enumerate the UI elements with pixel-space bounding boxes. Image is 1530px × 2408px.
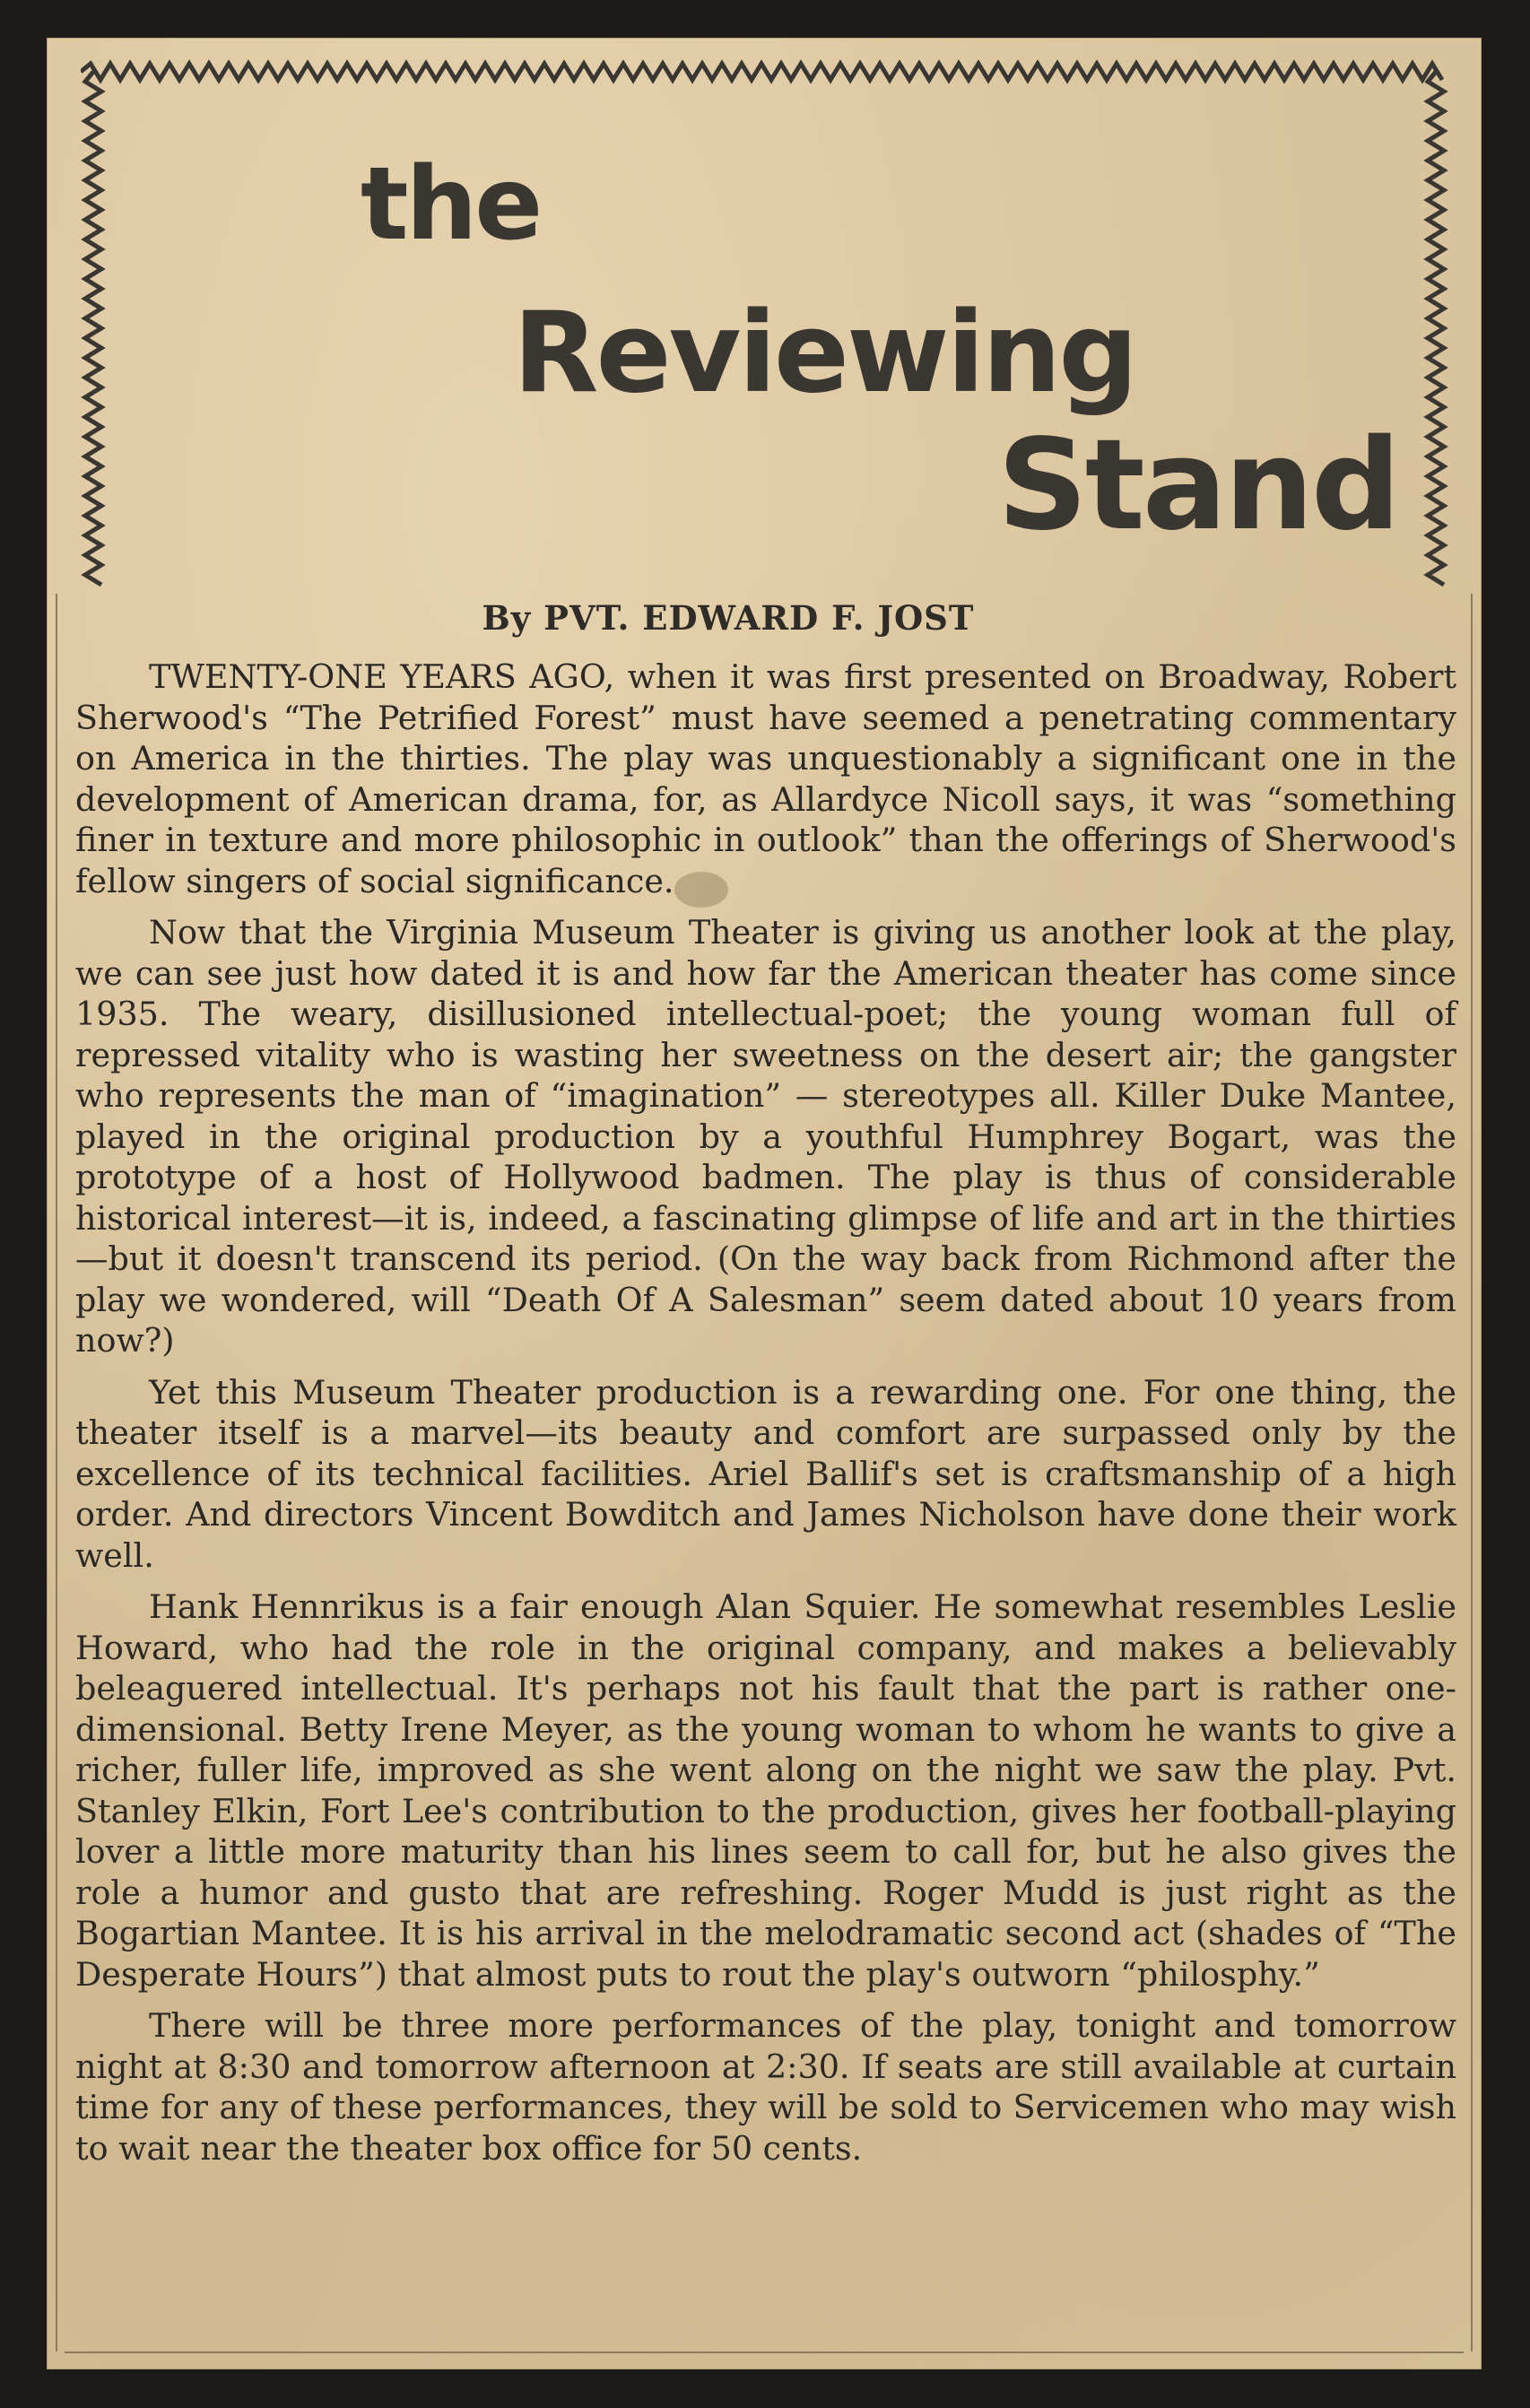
ink-smudge xyxy=(674,872,728,908)
byline: By PVT. EDWARD F. JOST xyxy=(482,598,975,638)
article-paragraph-1: TWENTY-ONE YEARS AGO, when it was first presented on Broadway, Robert Sherwood's “The Petrified Forest” must have seemed a penetrating commentary on America in the thirties. The play was unquestionably a significant one in the development of American drama, for, as Allardyce Nicoll says, it was “something finer in texture and more philosophic in outlook” than the offerings of Sherwood's fellow singers of social significance. xyxy=(75,657,1456,900)
article-paragraph-3: Yet this Museum Theater production is a rewarding one. For one thing, the theater itself is a marvel—its beauty and comfort are surpassed only by the excellence of its technical facilities. Ariel Ballif's set is craftsmanship of a high order. And directors Vincent Bowditch and James Nicholson have done their work well. xyxy=(75,1372,1456,1575)
column-rule-right xyxy=(1471,594,1473,2351)
title-the: the xyxy=(361,146,541,263)
title-stand: Stand xyxy=(997,413,1399,559)
column-rule-left xyxy=(56,594,57,2351)
article-body xyxy=(75,656,1456,2179)
title-reviewing: Reviewing xyxy=(513,289,1136,418)
newspaper-clipping xyxy=(47,38,1482,2369)
article-paragraph-5: There will be three more performances of the play, tonight and tomorrow night at 8:30 and tomorrow afternoon at 2:30. If seats are still available at curtain time for any of these performances, they will be sold to Servicemen who may wish to wait near the theater box office for 50 cents. xyxy=(75,2006,1456,2168)
article-paragraph-4: Hank Hennrikus is a fair enough Alan Squier. He somewhat resembles Leslie Howard, who had the role in the original company, and makes a believably beleaguered intellectual. It's perhaps not his fault that the part is rather one-dimensional. Betty Irene Meyer, as the young woman to whom he wants to give a richer, fuller life, improved as she went along on the night we saw the play. Pvt. Stanley Elkin, Fort Lee's contribution to the production, gives her football-playing lover a little more maturity than his lines seem to call for, but he also gives the role a humor and gusto that are refreshing. Roger Mudd is just right as the Bogartian Mantee. It is his arrival in the melodramatic second act (shades of “The Desperate Hours”) that almost puts to rout the play's outworn “philosphy.” xyxy=(75,1587,1456,1994)
article-paragraph-2: Now that the Virginia Museum Theater is giving us another look at the play, we can see just how dated it is and how far the American theater has come since 1935. The weary, disillusioned intellectual-poet; the young woman full of repressed vitality who is wasting her sweetness on the desert air; the gangster who represents the man of “imagination” — stereotypes all. Killer Duke Mantee, played in the original production by a youthful Humphrey Bogart, was the prototype of a host of Hollywood badmen. The play is thus of considerable historical interest—it is, indeed, a fascinating glimpse of life and art in the thirties—but it doesn't transcend its period. (On the way back from Richmond after the play we wondered, will “Death Of A Salesman” seem dated about 10 years from now?) xyxy=(75,913,1456,1360)
bottom-rule xyxy=(65,2351,1464,2353)
